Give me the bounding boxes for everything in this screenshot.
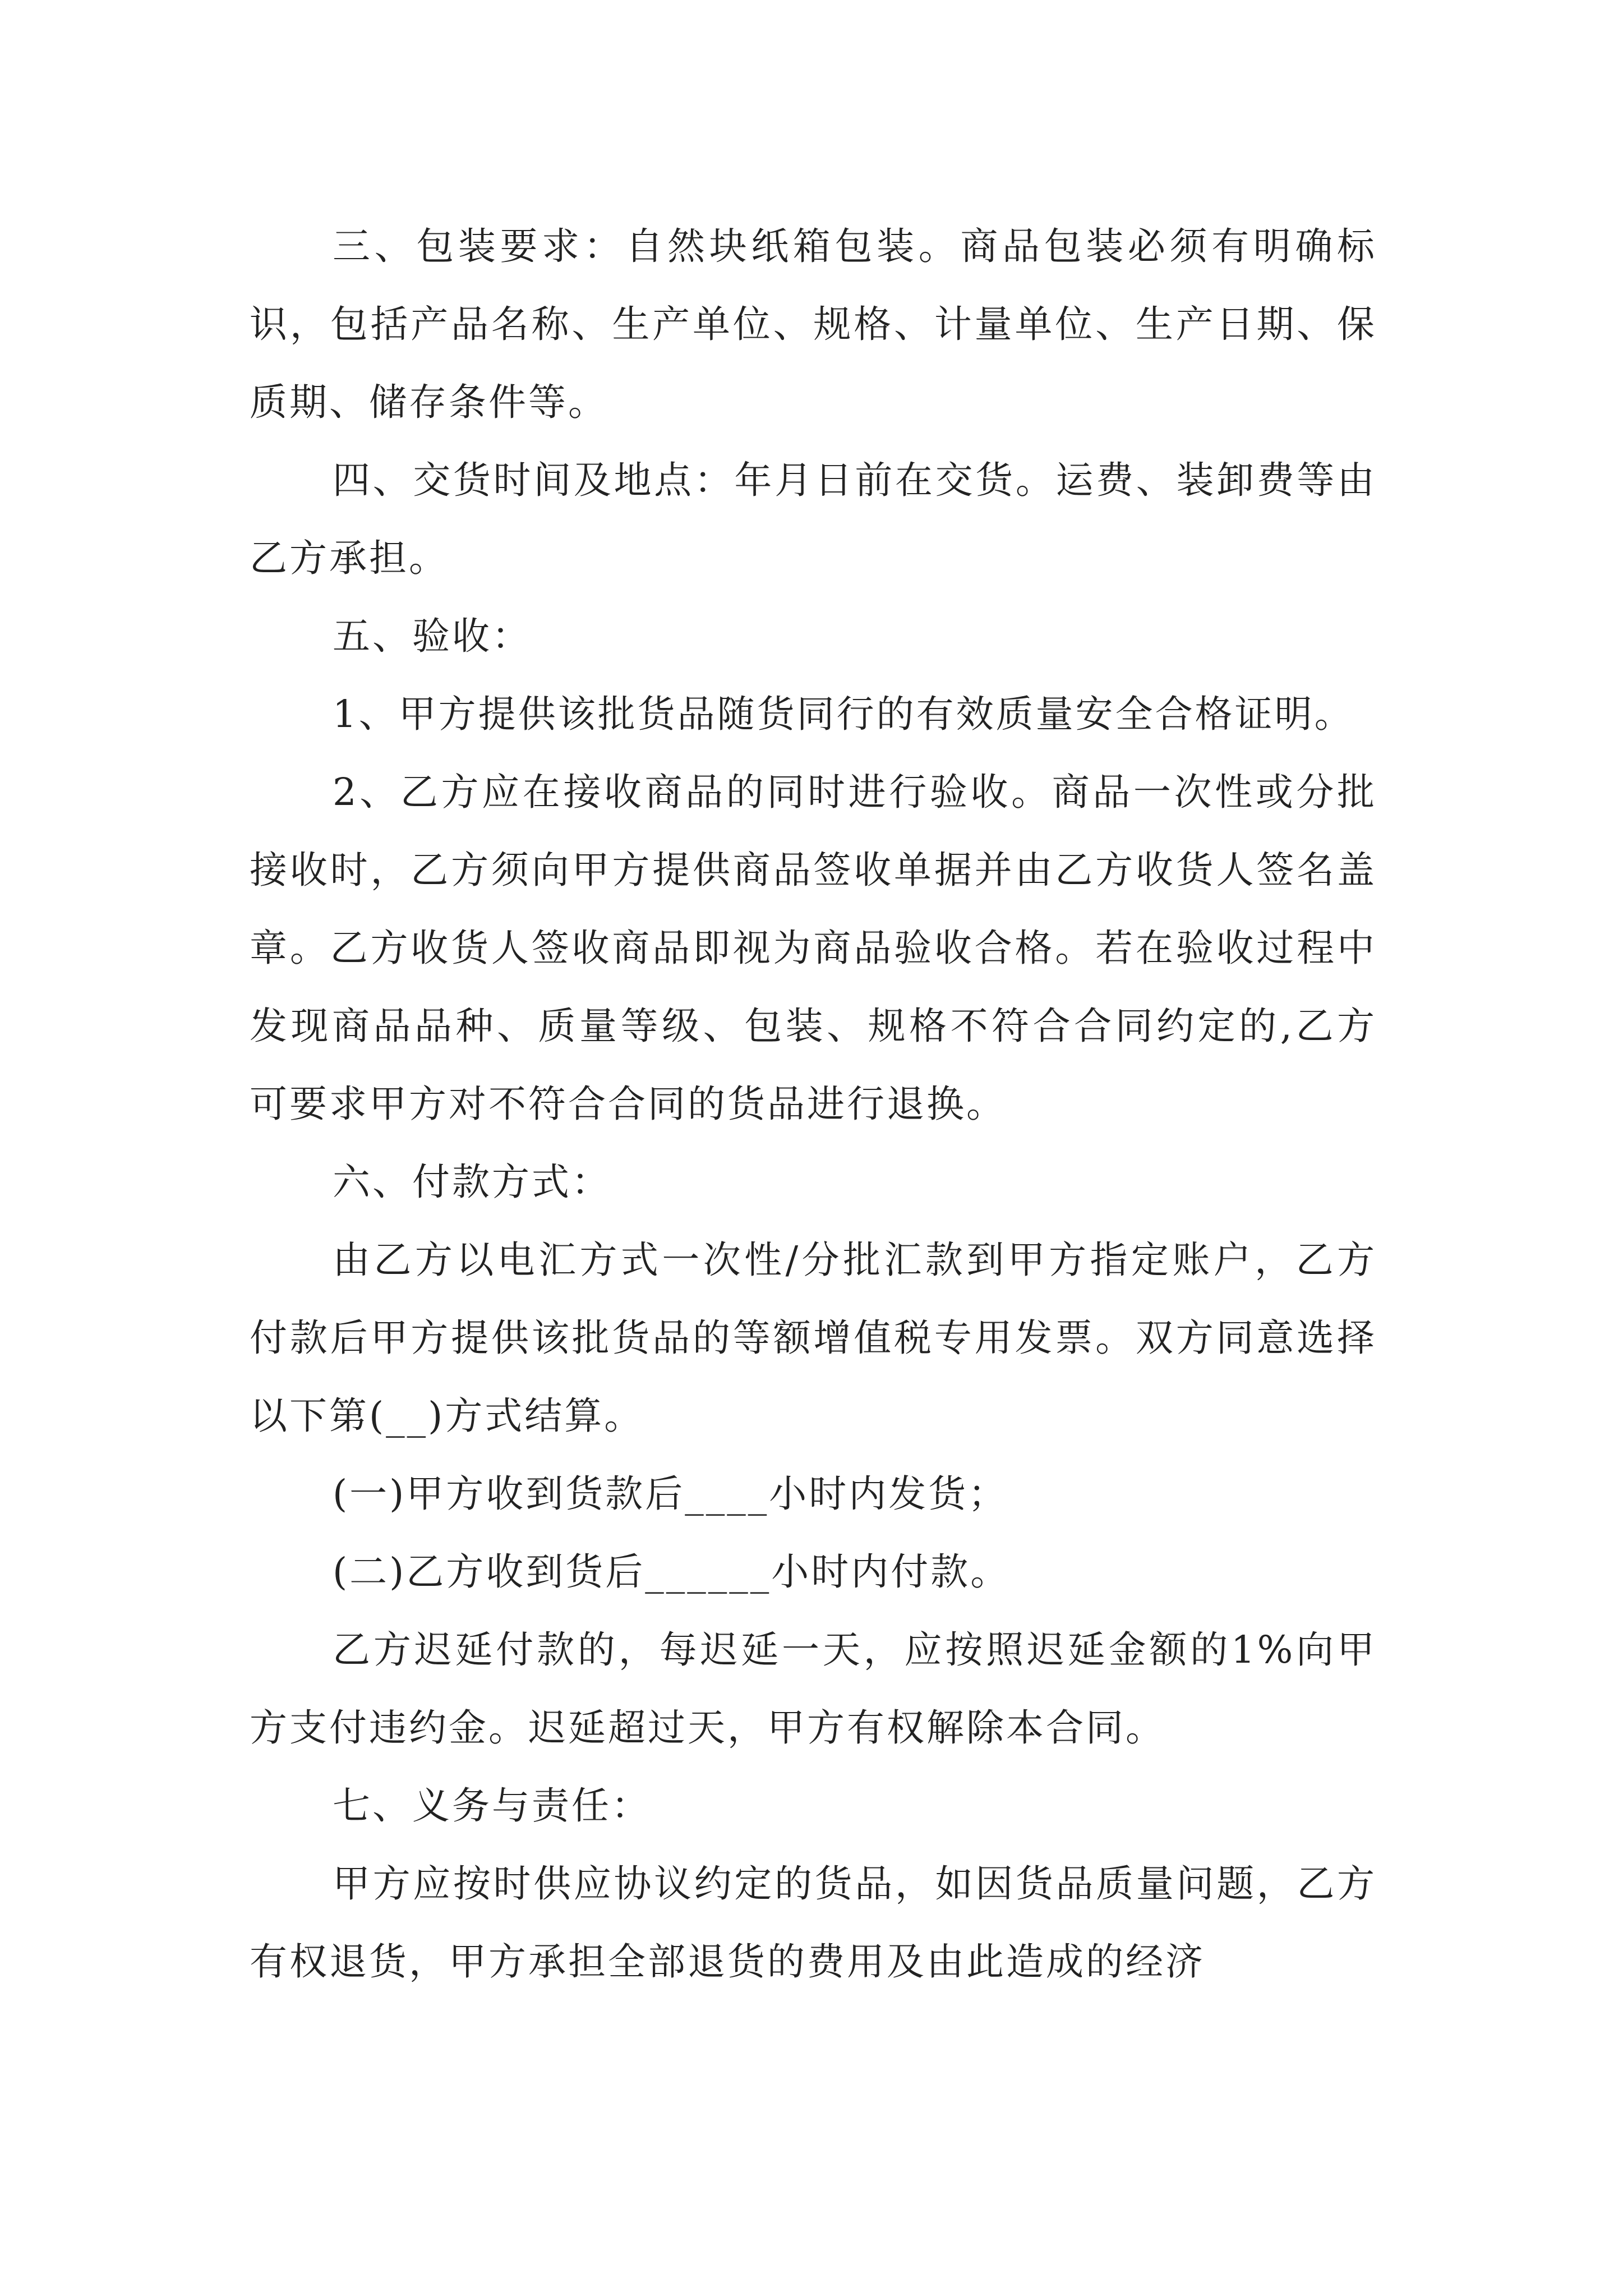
paragraph-payment: 由乙方以电汇方式一次性/分批汇款到甲方指定账户，乙方付款后甲方提供该批货品的等额增值税专用发票。双方同意选择以下第(__)方式结算。 (250, 1238, 1377, 1438)
document-body (250, 208, 1377, 2001)
heading-acceptance: 五、验收： (333, 614, 532, 658)
paragraph-obligations: 甲方应按时供应协议约定的货品，如因货品质量问题，乙方有权退货，甲方承担全部退货的费用及由此造成的经济 (250, 1862, 1377, 1984)
paragraph-delivery: 四、交货时间及地点：年月日前在交货。运费、装卸费等由乙方承担。 (250, 458, 1377, 580)
paragraph-packaging: 三、包装要求：自然块纸箱包装。商品包装必须有明确标识，包括产品名称、生产单位、规格、计量单位、生产日期、保质期、储存条件等。 (250, 224, 1377, 424)
paragraph-payment-option-1: (一)甲方收到货款后____小时内发货； (333, 1472, 1008, 1516)
heading-payment: 六、付款方式： (333, 1160, 611, 1204)
paragraph-acceptance-1: 1、甲方提供该批货品随货同行的有效质量安全合格证明。 (333, 692, 1354, 736)
heading-obligations: 七、义务与责任： (333, 1784, 651, 1828)
paragraph-payment-option-2: (二)乙方收到货后______小时内付款。 (333, 1550, 1011, 1594)
paragraph-late-payment: 乙方迟延付款的，每迟延一天，应按照迟延金额的1%向甲方支付违约金。迟延超过天，甲方有权解除本合同。 (250, 1628, 1377, 1750)
paragraph-acceptance-2: 2、乙方应在接收商品的同时进行验收。商品一次性或分批接收时，乙方须向甲方提供商品签收单据并由乙方收货人签名盖章。乙方收货人签收商品即视为商品验收合格。若在验收过程中发现商品品种、质量等级、包装、规格不符合合同约定的,乙方可要求甲方对不符合合同的货品进行退换。 (250, 770, 1377, 1126)
